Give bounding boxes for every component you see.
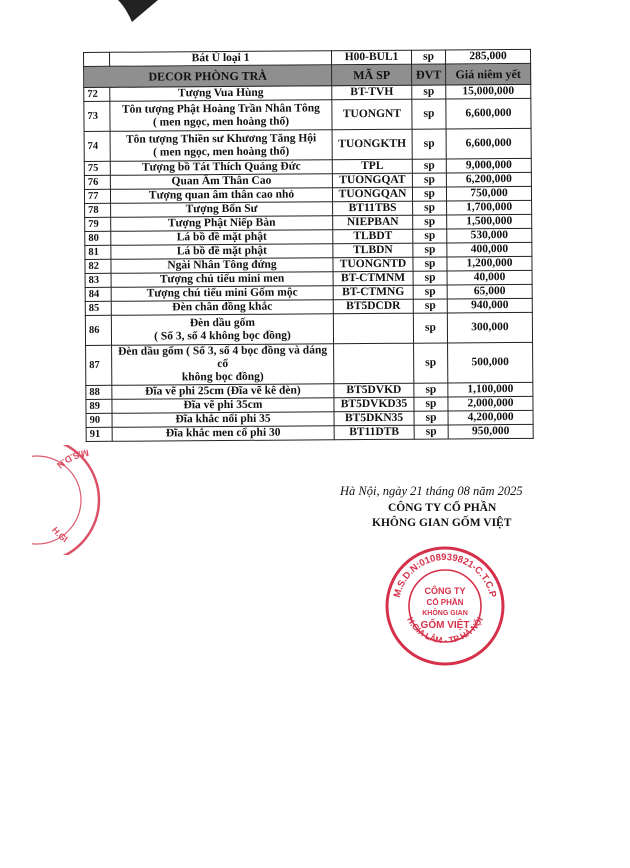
product-name bbox=[110, 160, 332, 176]
row-number: 91 bbox=[86, 427, 112, 441]
product-price: 285,000 bbox=[445, 49, 530, 64]
product-code: TLBDN bbox=[333, 243, 413, 258]
stamp-center-4: GỐM VIỆT bbox=[420, 620, 470, 631]
row-number: 87 bbox=[86, 345, 112, 385]
product-name bbox=[111, 300, 333, 316]
product-code: TUONGQAT bbox=[332, 173, 412, 188]
product-code: H00-BUL1 bbox=[331, 50, 411, 65]
row-number: 90 bbox=[86, 413, 112, 427]
product-name-line1: Tượng Vua Hùng bbox=[177, 86, 264, 100]
product-name bbox=[110, 188, 332, 204]
product-unit: sp bbox=[414, 425, 448, 439]
row-number: 89 bbox=[86, 399, 112, 413]
row-number: 72 bbox=[84, 87, 110, 101]
product-code bbox=[334, 343, 414, 384]
price-table bbox=[83, 49, 534, 442]
product-name bbox=[110, 174, 332, 190]
product-code: BT-CTMNM bbox=[333, 271, 413, 286]
company-name-line1: CÔNG TY CỔ PHẦN bbox=[388, 502, 497, 514]
product-name-line1: Tượng Bổn Sư bbox=[185, 202, 258, 216]
product-name-line2: không bọc đồng) bbox=[181, 370, 264, 384]
row-number bbox=[84, 52, 110, 66]
product-name-line1: Tượng chú tiểu mini men bbox=[159, 272, 285, 286]
product-unit: sp bbox=[411, 50, 445, 64]
table-row bbox=[86, 342, 533, 385]
stamp-ring-bottom: H.GIA LÂM - TP HÀ NỘI bbox=[405, 615, 485, 646]
product-price: 2,000,000 bbox=[448, 396, 533, 411]
product-name-line1: Tôn tượng Phật Hoàng Trần Nhân Tông bbox=[121, 101, 320, 116]
product-unit: sp bbox=[412, 99, 446, 129]
product-price: 940,000 bbox=[447, 298, 532, 313]
product-unit: sp bbox=[412, 85, 446, 99]
product-name-line1: Đèn dầu gốm bbox=[189, 316, 256, 329]
product-name-line1: Tượng bồ Tát Thích Quảng Đức bbox=[141, 160, 301, 174]
product-name-line1: Lá bồ đề mặt phật bbox=[176, 230, 267, 244]
product-name bbox=[111, 272, 333, 288]
product-unit: sp bbox=[414, 411, 448, 425]
company-stamp bbox=[383, 544, 507, 668]
product-unit: sp bbox=[413, 299, 447, 313]
product-price: 1,500,000 bbox=[447, 214, 532, 229]
product-code: TUONGNT bbox=[332, 99, 412, 130]
product-unit: sp bbox=[413, 285, 447, 299]
product-unit: sp bbox=[413, 257, 447, 271]
product-code bbox=[333, 313, 413, 344]
product-price: 65,000 bbox=[447, 284, 532, 299]
product-unit: sp bbox=[412, 173, 446, 187]
product-name bbox=[111, 244, 333, 260]
product-name-line1: Tượng Phật Niếp Bàn bbox=[167, 216, 276, 230]
product-price: 400,000 bbox=[447, 242, 532, 257]
product-code: BT5DCDR bbox=[333, 299, 413, 314]
product-code: BT11DTB bbox=[334, 425, 414, 440]
product-code: BT5DVKD bbox=[334, 383, 414, 398]
product-name bbox=[112, 398, 334, 414]
product-name-line2: ( men ngọc, men hoàng thổ) bbox=[153, 145, 290, 159]
row-number: 86 bbox=[85, 315, 111, 345]
product-price: 530,000 bbox=[447, 228, 532, 243]
product-unit: sp bbox=[413, 313, 447, 343]
product-name-line2: ( men ngọc, men hoàng thổ) bbox=[152, 115, 290, 129]
corner-shadow bbox=[118, 0, 158, 22]
partial-stamp-ring-bottom: H.GI bbox=[49, 525, 70, 545]
product-price: 40,000 bbox=[447, 270, 532, 285]
row-number: 84 bbox=[85, 287, 111, 301]
partial-stamp-ring-text: M.S.D.N bbox=[54, 446, 90, 471]
product-price: 1,200,000 bbox=[447, 256, 532, 271]
product-unit: sp bbox=[414, 397, 448, 411]
product-price: 4,200,000 bbox=[448, 410, 533, 425]
product-name bbox=[111, 286, 333, 302]
stamp-center-3: KHÔNG GIAN bbox=[422, 610, 468, 617]
product-name bbox=[110, 100, 332, 132]
row-number: 80 bbox=[85, 231, 111, 245]
row-number: 74 bbox=[84, 131, 110, 161]
product-price: 15,000,000 bbox=[446, 84, 531, 99]
stamp-ring-text: M.S.D.N:0108939821-C.T.C.P bbox=[391, 551, 499, 599]
product-unit: sp bbox=[413, 243, 447, 257]
product-price: 300,000 bbox=[447, 312, 532, 343]
product-price: 6,200,000 bbox=[446, 172, 531, 187]
table-row bbox=[84, 98, 531, 131]
section-header: DECOR PHÒNG TRÀ bbox=[84, 65, 332, 88]
product-name-line1: Đèn dầu gốm ( Số 3, số 4 bọc đồng và dáng cổ bbox=[118, 344, 328, 371]
product-name bbox=[110, 130, 332, 162]
product-price: 6,600,000 bbox=[446, 128, 531, 159]
product-name: Bát Ù loại 1 bbox=[110, 51, 332, 67]
product-name-line1: Đĩa khắc nổi phi 35 bbox=[175, 412, 271, 426]
stamp-center-2: CỔ PHẦN bbox=[426, 598, 464, 607]
product-price: 1,100,000 bbox=[448, 382, 533, 397]
product-name-line1: Đèn chân đồng khắc bbox=[172, 300, 273, 314]
product-unit: sp bbox=[413, 229, 447, 243]
product-name-line1: Quan Âm Thân Cao bbox=[171, 174, 272, 188]
product-price: 6,600,000 bbox=[446, 98, 531, 129]
row-number: 83 bbox=[85, 273, 111, 287]
table-row bbox=[85, 312, 532, 345]
row-number: 85 bbox=[85, 301, 111, 315]
product-name bbox=[112, 344, 334, 386]
product-name-line1: Đĩa khắc men cổ phi 30 bbox=[165, 426, 281, 440]
product-price: 750,000 bbox=[446, 186, 531, 201]
row-number: 78 bbox=[85, 203, 111, 217]
row-number: 75 bbox=[84, 161, 110, 175]
product-unit: sp bbox=[412, 159, 446, 173]
product-name-line1: Tượng chú tiểu mini Gốm mộc bbox=[146, 286, 298, 300]
row-number: 76 bbox=[84, 175, 110, 189]
table-row bbox=[86, 424, 533, 441]
product-name-line1: Tôn tượng Thiền sư Khương Tăng Hội bbox=[125, 131, 317, 146]
product-name bbox=[111, 216, 333, 232]
column-header-price: Giá niêm yết bbox=[446, 63, 531, 85]
product-unit: sp bbox=[414, 383, 448, 397]
product-price: 500,000 bbox=[448, 342, 533, 383]
product-name bbox=[111, 314, 333, 346]
product-name bbox=[111, 202, 333, 218]
table-row bbox=[84, 128, 531, 161]
product-unit: sp bbox=[413, 215, 447, 229]
product-code: TUONGNTD bbox=[333, 257, 413, 272]
row-number: 77 bbox=[84, 189, 110, 203]
product-name-line2: ( Số 3, số 4 không bọc đồng) bbox=[154, 329, 291, 343]
product-name-line1: Tượng quan âm thân cao nhỏ bbox=[148, 188, 295, 202]
product-code: TLBDT bbox=[333, 229, 413, 244]
product-price: 1,700,000 bbox=[447, 200, 532, 215]
product-code: BT5DKN35 bbox=[334, 411, 414, 426]
row-number: 82 bbox=[85, 259, 111, 273]
row-number: 73 bbox=[84, 101, 110, 131]
product-unit: sp bbox=[414, 343, 448, 383]
product-code: NIEPBAN bbox=[333, 215, 413, 230]
product-price: 950,000 bbox=[448, 424, 533, 439]
product-name bbox=[112, 426, 334, 442]
signature-date: Hà Nội, ngày 21 tháng 08 năm 2025 bbox=[340, 484, 523, 498]
product-name bbox=[112, 412, 334, 428]
product-unit: sp bbox=[412, 187, 446, 201]
product-price: 9,000,000 bbox=[446, 158, 531, 173]
column-header-code: MÃ SP bbox=[332, 64, 412, 86]
product-name-line1: Ngài Nhân Tông đứng bbox=[167, 258, 277, 272]
product-code: TUONGQAN bbox=[332, 187, 412, 202]
product-code: BT5DVKD35 bbox=[334, 397, 414, 412]
product-name bbox=[111, 258, 333, 274]
product-code: TPL bbox=[332, 159, 412, 174]
row-number: 81 bbox=[85, 245, 111, 259]
partial-stamp bbox=[32, 445, 142, 555]
product-unit: sp bbox=[413, 201, 447, 215]
product-code: BT11TBS bbox=[333, 201, 413, 216]
product-name bbox=[112, 384, 334, 400]
product-code: BT-TVH bbox=[332, 85, 412, 100]
company-name-line2: KHÔNG GIAN GỐM VIỆT bbox=[372, 517, 512, 529]
product-code: TUONGKTH bbox=[332, 129, 412, 160]
product-name-line1: Lá bồ đề mặt phật bbox=[176, 244, 267, 258]
product-name bbox=[110, 86, 332, 102]
product-name-line1: Đĩa vẽ phi 25cm (Đĩa vẽ kê đèn) bbox=[145, 384, 301, 398]
stamp-center-1: CÔNG TY bbox=[424, 586, 466, 596]
row-number: 88 bbox=[86, 385, 112, 399]
product-unit: sp bbox=[412, 129, 446, 159]
product-code: BT-CTMNG bbox=[333, 285, 413, 300]
product-unit: sp bbox=[413, 271, 447, 285]
row-number: 79 bbox=[85, 217, 111, 231]
product-name bbox=[111, 230, 333, 246]
column-header-unit: ĐVT bbox=[412, 64, 446, 85]
product-name-line1: Đĩa vẽ phi 35cm bbox=[183, 398, 263, 412]
